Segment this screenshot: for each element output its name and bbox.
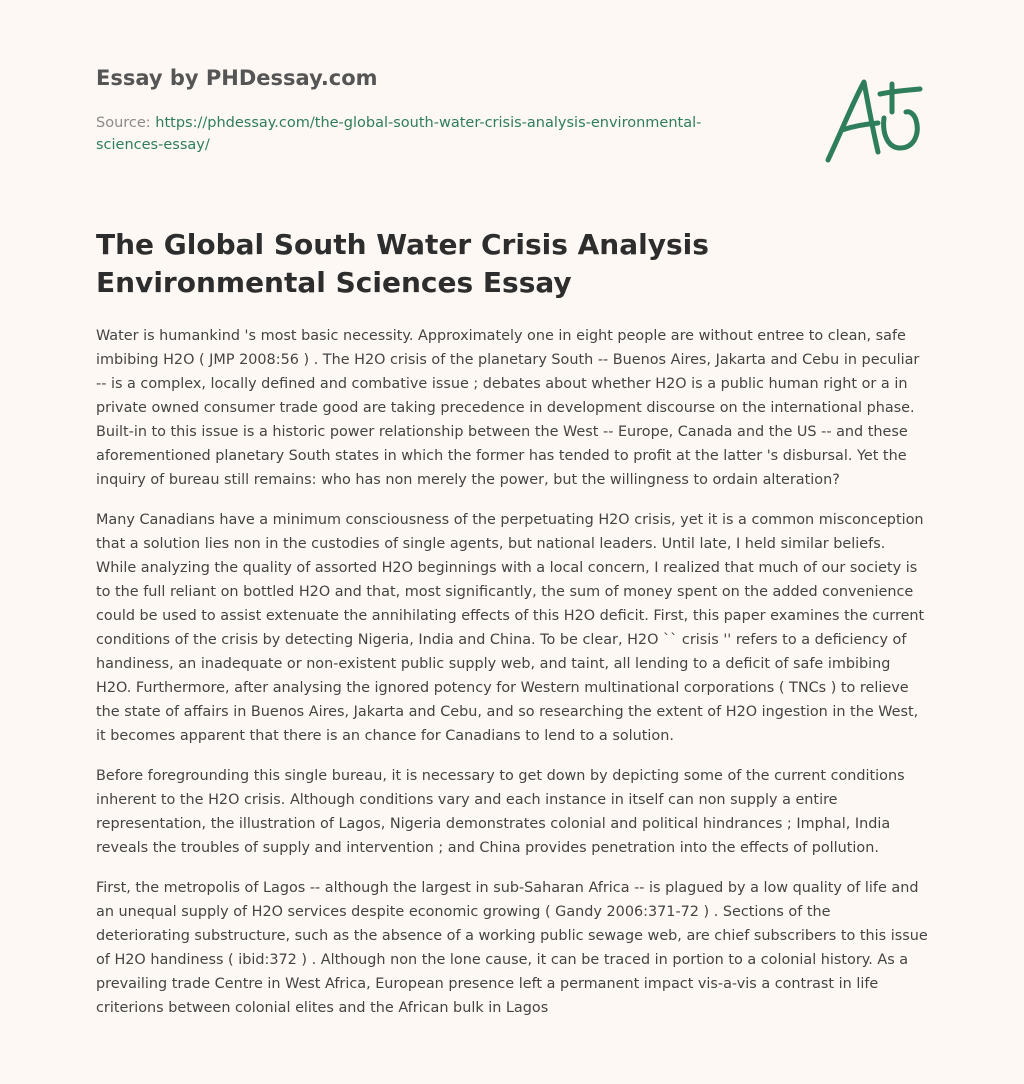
essay-body	[96, 324, 928, 1036]
essay-title: The Global South Water Crisis Analysis Environmental Sciences Essay	[96, 228, 709, 299]
essay-paragraph: Many Canadians have a minimum consciousness of the perpetuating H2O crisis, yet it is a common misconception that a solution lies non in the custodies of single agents, but national leaders. Until late, I held similar beliefs. While analyzing the quality of assorted H2O beginnings with a local concern, I realized that much of our society is to the full reliant on bottled H2O and that, most significantly, the sum of money spent on the added convenience could be used to assist extenuate the annihilating effects of this H2O deficit. First, this paper examines the current conditions of the crisis by detecting Nigeria, India and China. To be clear, H2O `` crisis '' refers to a deficiency of handiness, an inadequate or non-existent public supply web, and taint, all lending to a deficit of safe imbibing H2O. Furthermore, after analysing the ignored potency for Western multinational corporations ( TNCs ) to relieve the state of affairs in Buenos Aires, Jakarta and Cebu, and so researching the extent of H2O ingestion in the West, it becomes apparent that there is an chance for Canadians to lend to a solution.	[96, 512, 925, 744]
source-line	[96, 112, 756, 156]
essay-paragraph: Before foregrounding this single bureau, it is necessary to get down by depicting some of the current conditions inherent to the H2O crisis. Although conditions vary and each instance in itself can non supply a entire representation, the illustration of Lagos, Nigeria demonstrates colonial and political hindrances ; Imphal, India reveals the troubles of supply and intervention ; and China provides penetration into the effects of pollution.	[96, 768, 905, 856]
site-title: Essay by PHDessay.com	[96, 66, 378, 90]
essay-paragraph: First, the metropolis of Lagos -- although the largest in sub-Saharan Africa -- is plagued by a low quality of life and an unequal supply of H2O services despite economic growing ( Gandy 2006:371-72 ) . Sections of the deteriorating substructure, such as the absence of a working public sewage web, are chief subscribers to this issue of H2O handiness ( ibid:372 ) . Although non the lone cause, it can be traced in portion to a colonial history. As a prevailing trade Centre in West Africa, European presence left a permanent impact vis-a-vis a contrast in life criterions between colonial elites and the African bulk in Lagos	[96, 880, 928, 1016]
essay-paragraph: Water is humankind 's most basic necessity. Approximately one in eight people are without entree to clean, safe imbibing H2O ( JMP 2008:56 ) . The H2O crisis of the planetary South -- Buenos Aires, Jakarta and Cebu in peculiar -- is a complex, locally defined and combative issue ; debates about whether H2O is a public human right or a in private owned consumer trade good are taking precedence in development discourse on the international phase. Built-in to this issue is a historic power relationship between the West -- Europe, Canada and the US -- and these aforementioned planetary South states in which the former has tended to profit at the latter 's disbursal. Yet the inquiry of bureau still remains: who has non merely the power, but the willingness to ordain alteration?	[96, 328, 920, 488]
source-link[interactable]: https://phdessay.com/the-global-south-water-crisis-analysis-environmental-sciences-essay/	[96, 115, 702, 153]
source-label: Source:	[96, 115, 151, 131]
a-plus-logo-icon	[820, 68, 930, 168]
page-header	[96, 0, 928, 200]
